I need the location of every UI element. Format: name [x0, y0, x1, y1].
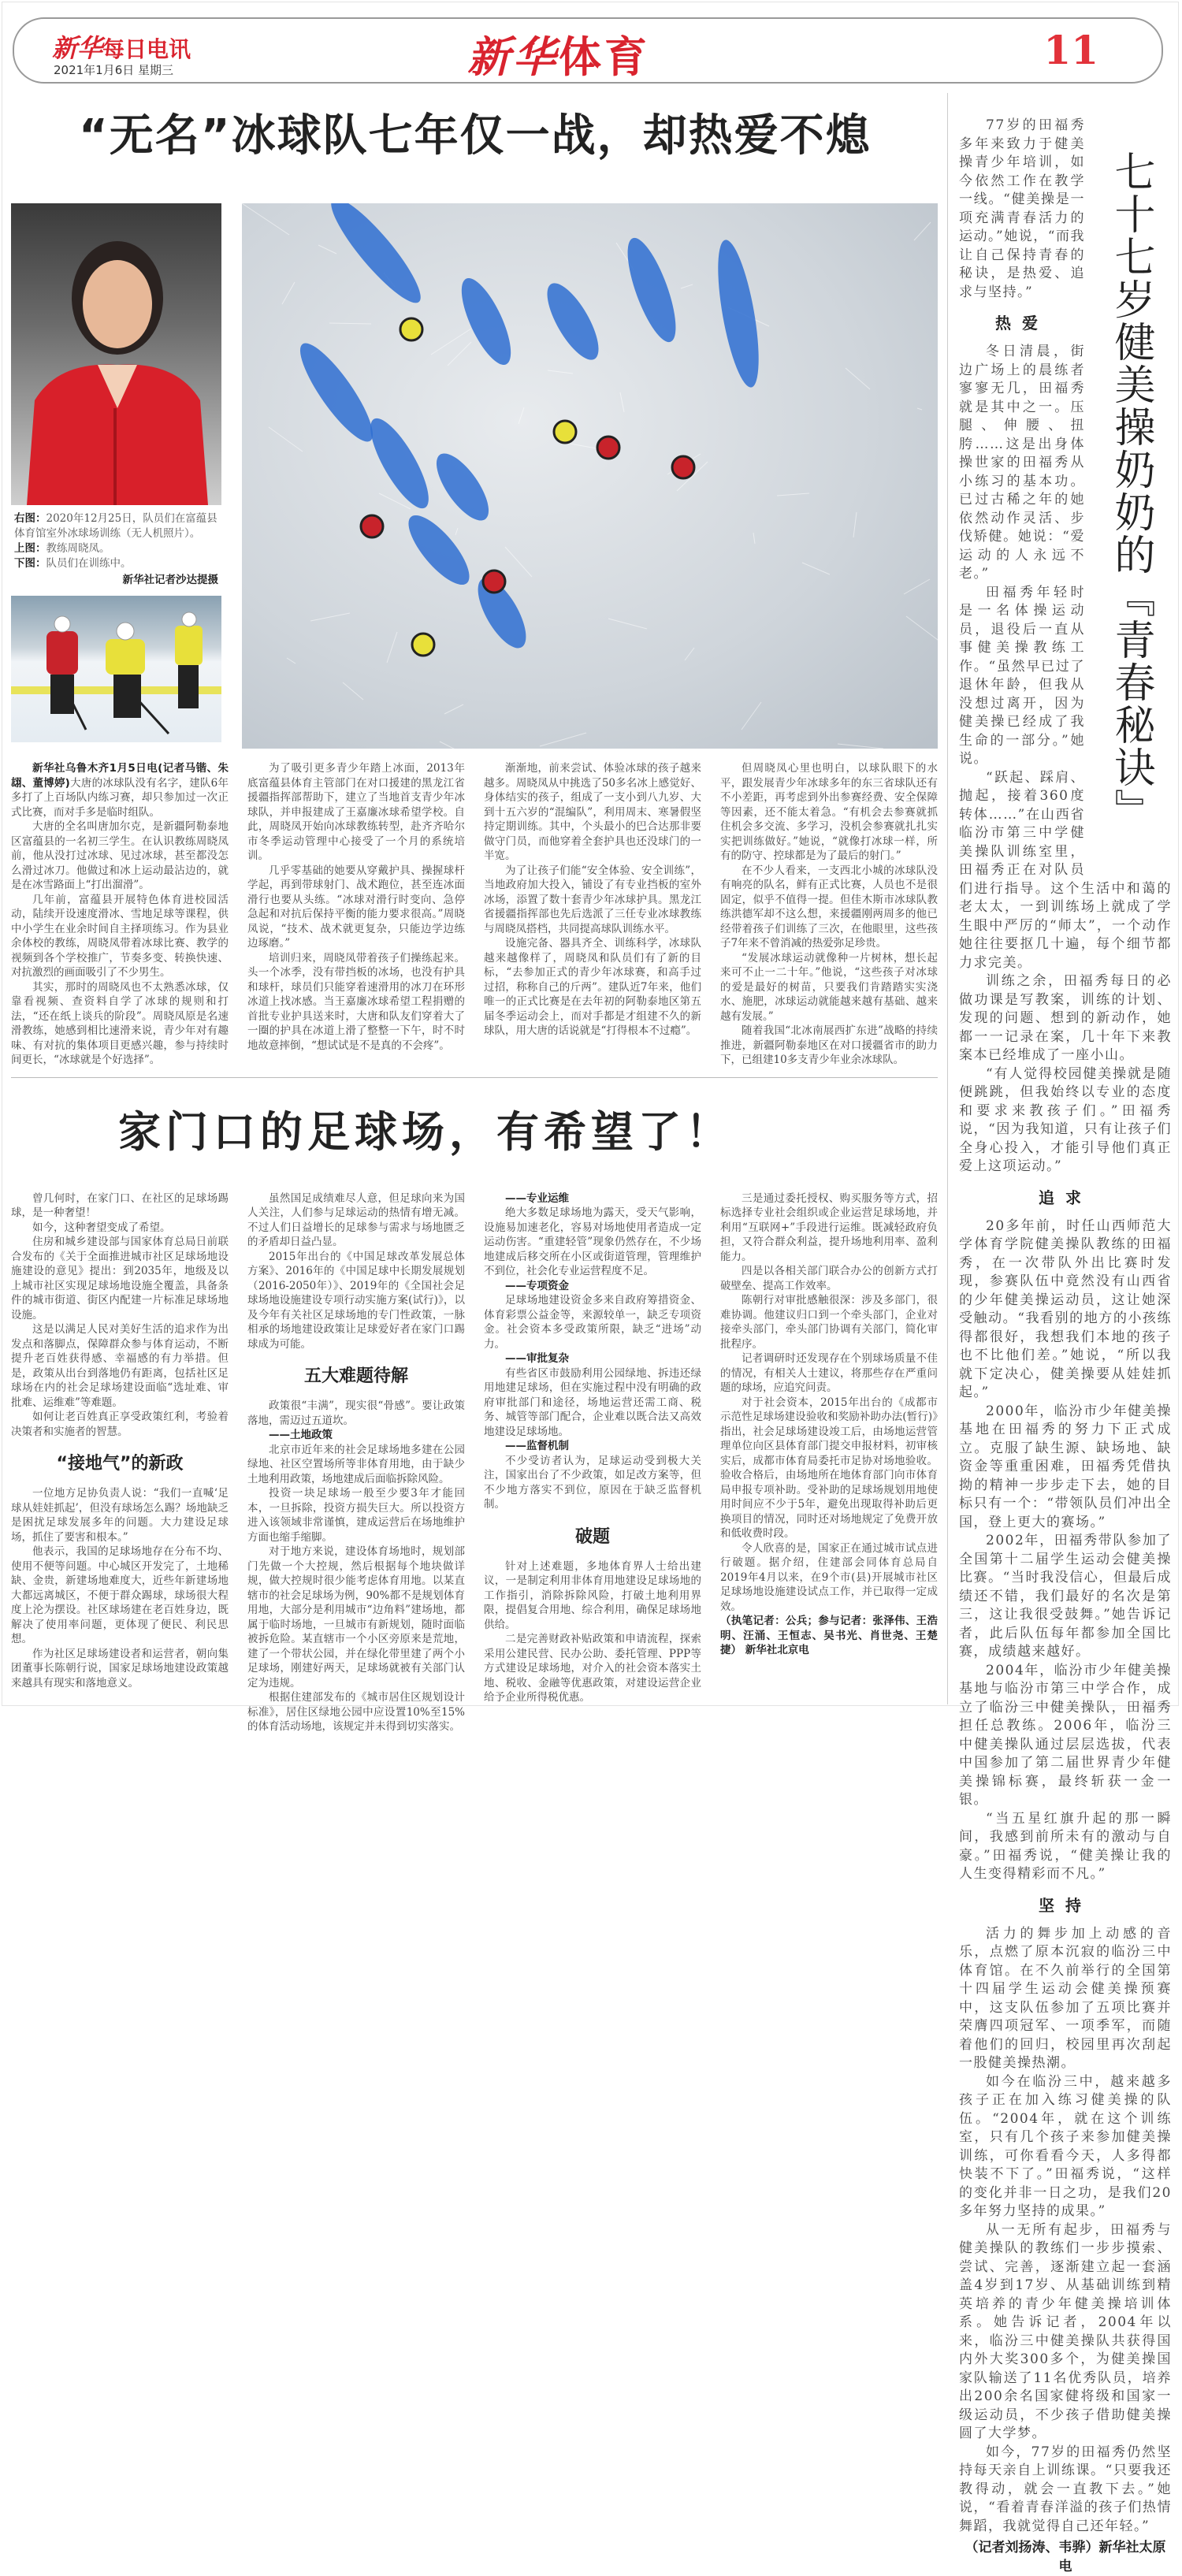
skate-mark — [846, 368, 870, 389]
main-content — [11, 93, 938, 1734]
aerobics-vertical-title: 七十七岁健美操奶奶的『青春秘诀』 — [1107, 151, 1154, 831]
player — [412, 634, 434, 656]
skate-mark — [742, 702, 761, 730]
paragraph: 住房和城乡建设部与国家体育总局日前联合发布的《关于全面推进城市社区足球场地设施建设的意见》提出：到2035年，地级及以上城市社区实现足球场地设施全覆盖，具备条件的城市街道、街区内配建一片标准足球场地设施。 — [11, 1236, 229, 1321]
player — [597, 437, 619, 459]
paragraph: 针对上述难题，多地体育界人士给出建议，一是制定利用非体育用地建设足球场地的工作指引，消除拆除风险，打破土地利用界限，提倡复合用地、综合利用，确保足球场地供给。 — [484, 1559, 701, 1631]
subheading: ——专项资金 — [505, 1279, 569, 1292]
skate-mark — [505, 547, 532, 577]
text-column — [484, 1191, 701, 1705]
skate-mark — [329, 323, 371, 324]
newspaper-logo — [52, 28, 191, 65]
paragraph-text: 为了吸引更多青少年踏上冰面，2013年底富蕴县体育主管部门在对口援建的黑龙江省援疆指挥部帮助下，建立了当地首支青少年冰球队，并申报建成了王嘉廉冰球希望学校。自此，周晓凤开始向冰球教练转型，赴齐齐哈尔市冬季运动管理中心接受了一个月的系统培训。 — [247, 762, 465, 862]
paragraph — [247, 951, 465, 1054]
paragraph — [247, 864, 465, 951]
paragraph: 二是完善财政补贴政策和申请流程，探索采用公建民营、民办公助、委托管理、PPP等方式建设足球场地，对介入的社会资本落实土地、税收、金融等优惠政策，对建设运营企业给予企业所得税优惠。 — [484, 1633, 701, 1704]
masthead — [13, 17, 1163, 84]
photo-column — [11, 203, 221, 742]
paragraph-text: 大唐的全名叫唐加尔克，是新疆阿勒泰地区富蕴县的一名初三学生。在认识教练周晓凤前，他从没打过冰球、见过冰球，甚至都没怎么滑过冰刀。他做过和冰上运动最沾边的，就是在冰雪路面上“打出溜滑”。 — [11, 820, 229, 891]
paragraph-text: 随着我国“北冰南展西扩东进”战略的持续推进，新疆阿勒泰地区在对口援疆省市的助力下，已组建10多支青少年业余冰球队。 — [720, 1024, 938, 1066]
skate-mark — [318, 245, 336, 254]
paragraph-text: 大唐的冰球队没有名字，建队6年多打了上百场队内练习赛，却只参加过一次正式比赛，而对手多是临时组队。 — [11, 776, 229, 819]
skate-mark — [455, 528, 458, 535]
skate-mark — [802, 563, 830, 574]
paragraph: 冬日清晨，街边广场上的晨练者寥寥无几，田福秀就是其中之一。压腿、伸腰、扭胯……这是出身体操世家的田福秀从小练习的基本功。已过古稀之年的她依然动作灵活、步伐矫健。她说：“爱运动的人永远不老。” — [959, 344, 1085, 582]
paragraph: 投资一块足球场一般至少要3年才能回本，一旦拆除，投资方损失巨大。所以投资方进入该领域非常谨慎，建成运营后在场地维护方面也缩手缩脚。 — [247, 1487, 465, 1544]
paragraph — [720, 951, 938, 1024]
paragraph: 从一无所有起步，田福秀与健美操队的教练们一步步摸索、尝试、完善，逐渐建立起一套涵盖4岁到17岁、从基础训练到精英培养的青少年健美操培训体系。她告诉记者，2004年以来，临汾三中健美操队共获得国内外大奖300多个，为健美操国家队输送了11名优秀队员，培养出200余名国家健将级和国家一级运动员，不少孩子借助健美操圆了大学梦。 — [959, 2221, 1172, 2441]
article-ice-hockey-body — [11, 761, 938, 1068]
text-column — [247, 761, 465, 1053]
text-column — [720, 761, 938, 1068]
skate-mark — [310, 613, 350, 621]
paragraph-text: 渐渐地，前来尝试、体验冰球的孩子越来越多。周晓凤从中挑选了50多名冰上感觉好、身体结实的孩子，组成了一支小到八九岁、大到十五六岁的“混编队”，利用周末、寒暑假坚持定期训练。其中，个头最小的巴合达那非要做守门员，而他穿着全套护具也还没球门的一半宽。 — [484, 762, 701, 862]
skate-mark — [681, 284, 693, 288]
paragraph: 对于社会资本，2015年出台的《成都市示范性足球场建设验收和奖励补助办法(暂行)》指出，社会足球场建设竣工后，由场地运营管理单位向区县体育部门提交申报材料，初审核实后，成都市体育局委托市足协对场地验收。验收合格后，由场地所在地体育部门向市体育局申报专项补助。受补助的足球场规划用地使用时间应不少于5年，避免出现取得补助后更换项目的情况，同时还对场地规定了免费开放和低收费时段。 — [720, 1396, 938, 1540]
text-column — [11, 1191, 229, 1691]
paragraph: 政策很“丰满”，现实很“骨感”。要让政策落地，需迈过五道坎。 — [247, 1400, 465, 1427]
paragraph-text: “发展冰球运动就像种一片树林，想长起来可不止一二十年。”他说，“这些孩子对冰球的爱是最好的树苗，只要我们肯踏踏实实浇水、施肥，冰球运动就能越来越有基础、越来越有发展。” — [720, 951, 938, 1023]
skate-mark — [753, 533, 755, 544]
section-heading: 追求 — [1039, 1188, 1092, 1207]
paragraph: “跃起、踩肩、抛起，接着360度转体……”在山西省临汾市第三中学健美操队训练室里，田福秀正在对队员们进行指导。这个生活中和蔼的老太太，一到训练场上就成了学生眼中严厉的“师太”，一个动作她往往要抠几十遍，每个细节都力求完美。 — [959, 769, 1172, 971]
skate-mark — [608, 619, 647, 629]
photo-row — [11, 203, 938, 749]
player-shadow — [360, 411, 439, 516]
paragraph — [720, 761, 938, 864]
paragraph — [720, 864, 938, 951]
paragraph: 一位地方足协负责人说：“我们一直喊‘足球从娃娃抓起’，但没有球场怎么踢？场地缺乏是困扰足球发展多年的问题。大力建设足球场，抓住了要害和根本。” — [11, 1487, 229, 1544]
portrait-illustration — [11, 203, 221, 505]
caption-top-text: 教练周晓凤。 — [46, 542, 110, 555]
skate-mark — [777, 493, 809, 496]
paragraph: 这是以满足人民对美好生活的追求作为出发点和落脚点，保障群众参与体育运动，不断提升老百姓获得感、幸福感的有力举措。但是，政策从出台到落地仍有距离，包括社区足球场在内的社会足球场建设面临“选址难、审批难、运维难”等难题。 — [11, 1323, 229, 1409]
paragraph-text: 几乎零基础的她要从穿戴护具、操握球杆学起，再到带球射门、战术跑位，甚至连冰面滑行也要从头练。“冰球对滑行时变向、急停急起和对抗后保持平衡的能力要求很高。”周晓凤说，“技术、战术就更复杂，只能边学边练边琢磨。” — [247, 864, 465, 950]
section-heading: 五大难题待解 — [303, 1366, 408, 1386]
paragraph-text: 为了让孩子们能“安全体验、安全训练”，当地政府加大投入，铺设了有专业挡板的室外冰场，添置了数十套青少年冰球护具。黑龙江省援疆指挥部也先后选派了三任专业冰球教练与周晓凤搭档，共同提高球队训练水平。 — [484, 864, 701, 935]
caption-right-text: 2020年12月25日，队员们在富蕴县体育馆室外冰球场训练（无人机照片）。 — [14, 512, 217, 540]
skate-mark — [242, 203, 289, 235]
paragraph-text: 培训归来，周晓凤带着孩子们操练起来。头一个冰季，没有带挡板的冰场，也没有护具和球杆，球员们只能穿着速滑用的冰刀在环形冰道上找冰感。当王嘉廉冰球希望工程捐赠的首批专业护具送来时，大唐和队友们穿着大了一圈的护具在冰道上滑了整整一下午，时不时地故意摔倒，“想试试是不是真的不会疼”。 — [247, 951, 465, 1052]
player — [400, 318, 422, 340]
paragraph-text: 但周晓凤心里也明白，以球队眼下的水平，跟发展青少年冰球多年的东三省球队还有不小差距，再考虑到外出参赛经费、安全保障等因素，还不能太着急。“有机会去参赛就抓住机会多交流、多学习，没机会参赛就扎扎实实把训练做好。”她说，“就像打冰球一样，所有的防守、控球都是为了最后的射门。” — [720, 762, 938, 862]
paragraph — [484, 936, 701, 1039]
page-number: 11 — [1043, 27, 1098, 73]
player-shadow — [452, 272, 521, 371]
column-separator — [947, 93, 948, 1704]
section-heading: “接地气”的新政 — [56, 1454, 184, 1474]
paragraph: 三是通过委托授权、购买服务等方式，招标选择专业社会组织或企业运营足球场地，并利用“互联网+”手段进行运维。既减轻政府负担，又符合群众利益，提升场地利用率、盈利能力。 — [720, 1191, 938, 1263]
paragraph: 绝大多数足球场地为露天，受天气影响，设施易加速老化，容易对场地使用者造成一定运动伤害。“重建轻管”现象仍然存在，不少场地建成后移交所在小区或街道管理，管理维护不到位，社会化专业运营程度不足。 — [484, 1206, 701, 1277]
player — [672, 456, 694, 478]
paragraph: 如今，这种奢望变成了希望。 — [32, 1221, 171, 1234]
skate-mark — [540, 733, 586, 746]
text-column — [11, 761, 229, 1068]
caption-right-label: 右图： — [14, 512, 46, 525]
photo-players-training — [11, 596, 221, 742]
paragraph: 不少受访者认为，足球运动受到极大关注，国家出台了不少政策，如足改方案等，但不少地方落实不到位，原因在于缺乏监督机制。 — [484, 1454, 701, 1511]
players-illustration — [11, 596, 221, 742]
photo-credit: 新华社记者沙达提摄 — [122, 574, 218, 586]
skate-mark — [548, 370, 573, 374]
photo-caption — [11, 511, 221, 588]
paragraph — [484, 864, 701, 937]
paragraph: 令人欣喜的是，国家正在通过城市试点进行破题。据介绍，住建部会同体育总局自2019年4月以来，在9个市(县)开展城市社区足球场地设施建设试点工作，并已取得一定成效。 — [720, 1541, 938, 1613]
paragraph-text: 几年前，富蕴县开展特色体育进校园活动，陆续开设速度滑冰、雪地足球等课程，供中小学生在业余时间自主择项练习。作为县业余体校的教练，周晓凤带着冰球比赛、教学的视频到各个学校推广，节奏多变、转换快速、对抗激烈的画面吸引了不少男生。 — [11, 893, 229, 979]
subheading: ——审批复杂 — [505, 1352, 569, 1365]
paragraph: 77岁的田福秀多年来致力于健美操青少年培训，如今依然工作在教学一线。“健美操是一项充满青春活力的运动。”她说，“而我让自己保持青春的秘诀，是热爱、追求与坚持。” — [959, 117, 1085, 300]
photo-coach-portrait — [11, 203, 221, 505]
skate-mark — [440, 742, 485, 749]
paragraph: 2004年，临汾市少年健美操基地与临汾市第三中学合作，成立了临汾三中健美操队，田福秀担任总教练。2006年，临汾三中健美操队通过层层选拔，代表中国参加了第二届世界青少年健美操锦标赛，最终斩获一金一银。 — [959, 1662, 1172, 1808]
paragraph: 2002年，田福秀带队参加了全国第十二届学生运动会健美操比赛。“当时我没信心，但最后成绩还不错，我们最好的名次是第三，这让我很受鼓舞。”她告诉记者，此后队伍每年都参加全国比赛，成绩越来越好。 — [959, 1533, 1172, 1660]
skate-mark — [914, 222, 931, 240]
caption-bottom-text: 队员们在训练中。 — [46, 557, 132, 570]
player-shadow — [618, 232, 685, 347]
player-shadow — [537, 276, 608, 366]
skate-mark — [685, 648, 694, 660]
paragraph — [11, 893, 229, 980]
paragraph: 如今，77岁的田福秀仍然坚持每天亲自上训练课。“只要我还教得动，就会一直教下去。”她说，“看着青春洋溢的孩子们热情舞蹈，我就觉得自己还年轻。” — [959, 2444, 1172, 2534]
paragraph: 如今在临汾三中，越来越多孩子正在加入练习健美操的队伍。“2004年，就在这个训练室，只有几个孩子来参加健美操训练，可你看看今天，人多得都快装不下了。”田福秀说，“这样的变化并非一日之功，是我们20多年努力坚持的成果。” — [959, 2073, 1172, 2219]
dateline: 新华社乌鲁木齐1月5日电(记者马锴、朱翃、董博婷) — [11, 762, 229, 790]
paragraph — [247, 761, 465, 864]
paragraph: 2015年出台的《中国足球改革发展总体方案》、2016年的《中国足球中长期发展规划（2016-2050年）》、2019年的《全国社会足球场地设施建设专项行动实施方案(试行)》，以及今年有关社区足球场地的专门性政策，一脉相承的场地建设政策让足球爱好者在家门口踢球成为可能。 — [247, 1250, 465, 1351]
paragraph — [11, 761, 229, 820]
byline: （执笔记者：公兵；参与记者：张泽伟、王浩明、汪涌、王恒志、吴书光、肖世尧、王楚捷） 新华社北京电 — [720, 1615, 938, 1656]
subheading: ——专业运维 — [505, 1191, 569, 1205]
paragraph-text: 其实，那时的周晓凤也不太熟悉冰球，仅靠看视频、查资料自学了冰球的规则和打法，“还在纸上谈兵的阶段”。周晓凤原是名速滑教练，她感到相比速滑来说，青少年对有趣味、有对抗的集体项目更感兴趣，参与持续时间更长，“冰球就是个好选择”。 — [11, 980, 229, 1066]
paragraph: 虽然国足成绩难尽人意，但足球向来为国人关注，人们参与足球运动的热情有增无减。不过人们日益增长的足球参与需求与场地匮乏的矛盾却日益凸显。 — [247, 1191, 465, 1248]
skate-mark — [282, 282, 295, 304]
text-column — [720, 1191, 938, 1658]
skate-mark — [387, 632, 397, 663]
text-column — [484, 761, 701, 1039]
logo-script: 新华 — [52, 33, 103, 63]
paragraph: 根据住建部发布的《城市居住区规划设计标准》，居住区绿地公园中应设置10%至15%的体育活动场地，该规定并未得到切实落实。 — [247, 1691, 465, 1733]
subheading: ——监督机制 — [505, 1440, 569, 1452]
paragraph — [11, 980, 229, 1068]
paragraph-text: 设施完备、器具齐全、训练科学，冰球队越来越像样了，周晓凤和队员们有了新的目标，“去参加正式的青少年冰球赛，和高手过过招，称称自己的斤两”。建队近7年来，他们唯一的正式比赛是在去年初的阿勒泰地区第五届冬季运动会上，而对手都是才组建不久的新球队，用大唐的话说就是“打得根本不过瘾”。 — [484, 937, 701, 1037]
paragraph: 对于地方来说，建设体育场地时，规划部门先做一个大控规，然后根据每个地块做详规，做大控规时很少能考虑体育用地。以某直辖市的社会足球场为例，90%都不是规划体育用地，大部分是利用城市“边角料”建场地，都属于临时场地，一旦城市有新规划，随时面临被拆危险。某直辖市一个小区旁原来是荒地，建了一个带状公园，并在绿化带里建了两个小足球场，刚建好两天，足球场就被有关部门认定为违规。 — [247, 1545, 465, 1689]
section-heading: 坚持 — [1039, 1895, 1092, 1915]
photo-aerial-ice-rink — [242, 203, 938, 749]
player — [554, 421, 576, 443]
paragraph: 足球场地建设资金多来自政府筹措资金、体育彩票公益金等，来源较单一，缺乏专项资金。社会资本多受政策所限，缺乏“进场”动力。 — [484, 1294, 701, 1351]
paragraph: 如何让老百姓真正享受政策红利，考验着决策者和实施者的智慧。 — [11, 1411, 229, 1438]
player-shadow — [399, 507, 478, 593]
paragraph: “有人觉得校园健美操就是随便跳跳，但我始终以专业的态度和要求来教孩子们。”田福秀说，“因为我知道，只有让孩子们全身心投入，才能引导他们真正爱上这项运动。” — [959, 1065, 1172, 1174]
paragraph: 活力的舞步加上动感的音乐，点燃了原本沉寂的临汾三中体育馆。在不久前举行的全国第十四届学生运动会健美操预赛中，这支队伍参加了五项比赛并荣膺四项冠军、一项季军，而随着他们的回归，校园里再次刮起一股健美操热潮。 — [959, 1925, 1172, 2071]
subheading: ——土地政策 — [269, 1429, 333, 1441]
section-script: 新华 — [467, 32, 559, 82]
article-aerobics-grandma — [959, 117, 1172, 2576]
caption-top-label: 上图： — [14, 542, 46, 555]
headline-ice-hockey: “无名”冰球队七年仅一战，却热爱不熄 — [79, 110, 872, 162]
paragraph: 曾几何时，在家门口、在社区的足球场踢球，是一种奢望！ — [11, 1191, 229, 1219]
paragraph: 训练之余，田福秀每日的必做功课是写教案，训练的计划、发现的问题、想到的新动作，她都一一记录在案，几十年下来教案本已经堆成了一座小山。 — [959, 973, 1172, 1063]
paragraph: 陈朝行对审批感触很深：涉及多部门，很难协调。他建议归口到一个牵头部门，企业对接牵头部门，牵头部门协调有关部门，简化审批程序。 — [720, 1294, 938, 1351]
issue-date: 2021年1月6日 星期三 — [54, 63, 174, 77]
skate-mark — [343, 682, 363, 700]
aerial-illustration — [242, 203, 938, 749]
paragraph: 2000年，临汾市少年健美操基地在田福秀的努力下正式成立。克服了缺生源、缺场地、缺资金等重重困难，田福秀凭借执拗的精神一步步走下去，她的目标只有一个：“带领队员们冲出全国，登上更大的赛场。” — [959, 1403, 1172, 1530]
player-shadow — [290, 335, 384, 450]
logo-text: 每日电讯 — [102, 36, 191, 62]
paragraph — [484, 761, 701, 864]
skate-mark — [904, 579, 930, 594]
skate-mark — [838, 744, 883, 749]
paragraph: 田福秀年轻时是一名体操运动员，退役后一直从事健美操教练工作。“虽然早已过了退休年龄，但我从没想过离开，因为健美操已经成了我生命的一部分。”她说。 — [959, 584, 1085, 767]
paragraph: “当五星红旗升起的那一瞬间，我感到前所未有的激动与自豪。”田福秀说，“健美操让我的人生变得精彩而不凡。” — [959, 1810, 1172, 1882]
paragraph: 作为社区足球场建设者和运营者，朝向集团董事长陈朝行说，国家足球场地建设政策越来越具有现实和落地意义。 — [11, 1647, 229, 1689]
section-title — [467, 24, 650, 84]
skate-mark — [269, 427, 303, 452]
paragraph: 记者调研时还发现存在个别球场质量不佳的情况，有相关人士建议，将那些存在严重问题的球场，应追究问责。 — [720, 1352, 938, 1394]
skate-mark — [444, 704, 463, 714]
paragraph: 20多年前，时任山西师范大学体育学院健美操队教练的田福秀，在一次带队外出比赛时发现，参赛队伍中竟然没有山西省的少年健美操运动员，这让她深受触动。“我看别的地方的小孩练得都很好，我想我们本地的孩子也不比他们差。”她说，“所以我就下定决心，健美操要从娃娃抓起。” — [959, 1217, 1172, 1400]
paragraph: 四是以各相关部门联合办公的创新方式打破壁垒、提高工作效率。 — [720, 1265, 938, 1292]
skate-mark — [448, 342, 471, 366]
paragraph: 有些省区市鼓励利用公园绿地、拆违还绿用地建足球场，但在实施过程中没有明确的政府审批部门和途径，场地运营还需工商、税务、城管等部门配合，企业难以既合法又高效地建设足球场地。 — [484, 1366, 701, 1438]
skate-mark — [431, 329, 471, 355]
section-heading: 破题 — [574, 1526, 610, 1547]
player — [483, 571, 505, 593]
headline-football-pitch: 家门口的足球场，有希望了！ — [118, 1106, 733, 1157]
section-text: 体育 — [559, 32, 650, 82]
section-heading: 热爱 — [995, 314, 1049, 333]
byline: （记者刘扬涛、韦骅）新华社太原电 — [965, 2540, 1166, 2574]
player-shadow — [427, 446, 498, 529]
skate-mark — [287, 658, 296, 664]
paragraph: 他表示，我国的足球场地存在分布不均、使用不便等问题。中心城区开发完了，土地稀缺、金贵，新建场地难度大，近些年新建场地大都远离城区，不便于群众踢球，球场很大程度上沦为摆设。社区球场建在老百姓身边，既解决了使用率问题，更体现了便民、利民思想。 — [11, 1545, 229, 1645]
skate-mark — [853, 512, 857, 537]
paragraph: 北京市近年来的社会足球场地多建在公园绿地、社区空置场所等非体育用地，由于缺少土地利用政策，场地建成后面临拆除风险。 — [247, 1443, 465, 1485]
text-column — [247, 1191, 465, 1734]
skate-mark — [917, 408, 922, 410]
skate-mark — [906, 616, 938, 645]
player-shadow — [710, 237, 767, 390]
paragraph-text: 在不少人看来，一支西北小城的冰球队没有响亮的队名，鲜有正式比赛，人员也不是很固定，似乎不值得一提。但佳木斯市冰球队教练洪德军却不这么想，来援疆刚两周多的他已经带着孩子们训练了三次，在他眼里，这些孩子7年来不曾消减的热爱弥足珍贵。 — [720, 864, 938, 950]
skate-mark — [566, 443, 600, 449]
caption-bottom-label: 下图： — [14, 557, 46, 570]
paragraph — [720, 1024, 938, 1068]
player — [361, 515, 383, 537]
article-football-body — [11, 1191, 938, 1734]
paragraph — [11, 820, 229, 893]
skate-mark — [519, 407, 524, 424]
skate-mark — [620, 392, 624, 412]
player-shadow — [321, 203, 431, 312]
